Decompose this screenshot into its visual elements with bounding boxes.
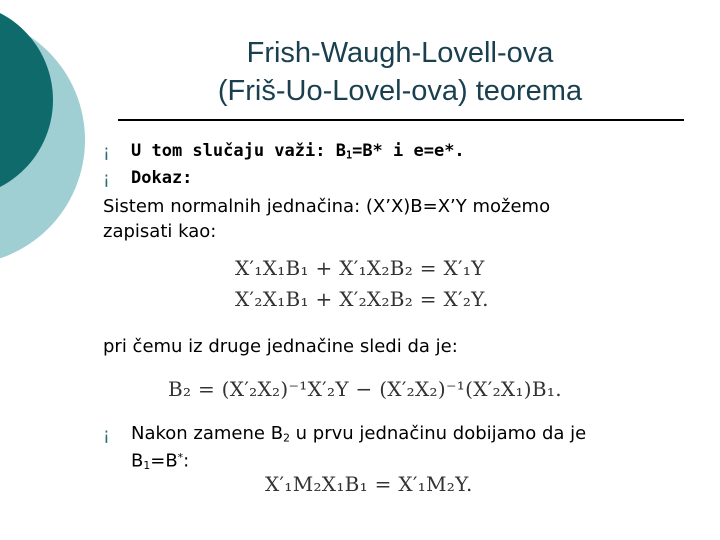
item-3-part-2: u prvu jednačinu dobijamo da je	[289, 423, 587, 444]
item-3-line-2	[131, 446, 189, 478]
item-3-b: B	[131, 450, 144, 472]
item-2: Dokaz:	[131, 168, 193, 188]
item-3-sub-1: 1	[143, 459, 151, 473]
item-1-sub: 1	[345, 150, 353, 162]
paragraph-1-line-2: zapisati kao:	[103, 221, 217, 242]
item-1-prefix: U tom slučaju važi: B	[131, 141, 346, 161]
item-1-suffix: =B* i e=e*.	[352, 141, 465, 161]
circles-graphic	[0, 0, 110, 300]
equation-2: X′₂X₁B₁ + X′₂X₂B₂ = X′₂Y.	[235, 287, 489, 311]
item-3-colon: :	[183, 450, 190, 472]
equation-1: X′₁X₁B₁ + X′₁X₂B₂ = X′₁Y	[235, 256, 485, 280]
title-line-1: Frish-Waugh-Lovell-ova	[246, 37, 554, 69]
paragraph-2: pri čemu iz druge jednačine sledi da je:	[103, 336, 458, 357]
item-3-sub-2: 2	[283, 431, 290, 445]
item-3-eq-b: =B	[150, 450, 178, 472]
equation-4: X′₁M₂X₁B₁ = X′₁M₂Y.	[265, 472, 473, 496]
title-divider	[118, 119, 684, 121]
bullet-icon: ¡	[103, 142, 110, 162]
slide-title	[130, 34, 670, 110]
bullet-icon: ¡	[103, 169, 110, 189]
item-3-part-1: Nakon zamene B	[131, 423, 284, 444]
title-line-2: (Friš-Uo-Lovel-ova) teorema	[217, 75, 583, 107]
item-3-star: *	[177, 451, 184, 464]
paragraph-1-line-1: Sistem normalnih jednačina: (X’X)B=X’Y možemo	[103, 196, 551, 217]
item-3-line-1	[131, 422, 586, 451]
equation-3: B₂ = (X′₂X₂)⁻¹X′₂Y − (X′₂X₂)⁻¹(X′₂X₁)B₁.	[168, 377, 562, 401]
bullet-icon: ¡	[103, 425, 110, 445]
item-1	[131, 139, 465, 169]
decorative-circles	[0, 0, 110, 300]
